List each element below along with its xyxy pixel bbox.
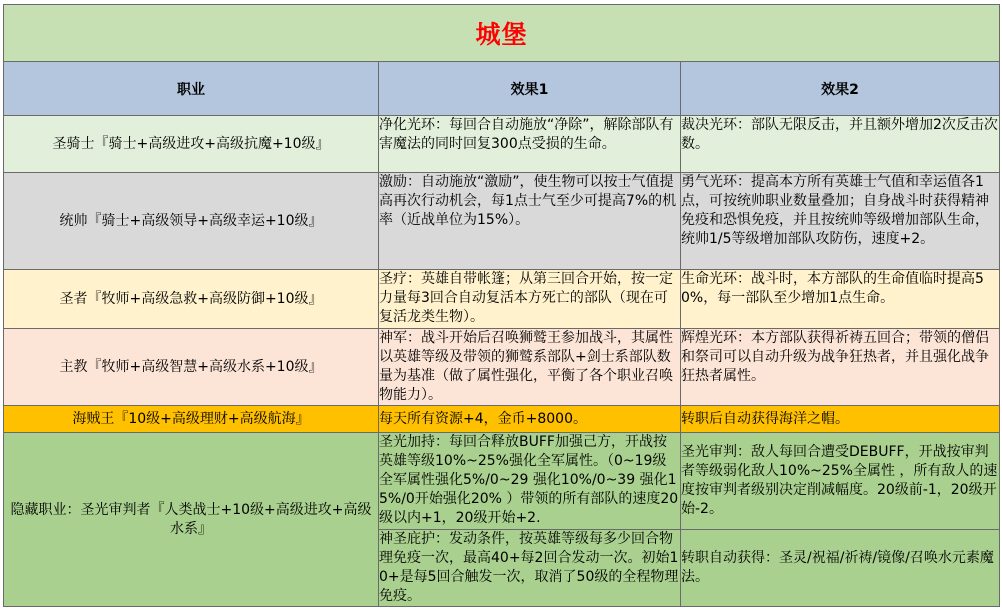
effect1-cell[interactable]: 每天所有资源+4，金币+8000。 bbox=[379, 406, 681, 433]
effect2-cell[interactable]: 生命光环：战斗时，本方部队的生命值临时提高50%，每一部队至少增加1点生命。 bbox=[681, 270, 1000, 329]
table-row bbox=[4, 270, 1000, 329]
table-title: 城堡 bbox=[475, 20, 528, 49]
table-row bbox=[4, 406, 1000, 433]
class-cell[interactable]: 圣者『牧师+高级急救+高级防御+10级』 bbox=[4, 270, 379, 329]
effect1-cell[interactable]: 激励：自动施放“激励”，使生物可以按士气值提高再次行动机会，每1点士气至少可提高7%的机率（近战单位为15%）。 bbox=[379, 173, 681, 270]
table-row bbox=[4, 173, 1000, 270]
effect2-cell[interactable]: 圣光审判：敌人每回合遭受DEBUFF，开战按审判者等级弱化敌人10%~25%全属性 ，所有敌人的速度按审判者级别决定削减幅度。20级前-1，20级开始-2。 bbox=[681, 433, 1000, 530]
effect2-cell[interactable]: 转职自动获得：圣灵/祝福/祈祷/镜像/召唤水元素魔法。 bbox=[681, 530, 1000, 607]
class-cell[interactable]: 统帅『骑士+高级领导+高级幸运+10级』 bbox=[4, 173, 379, 270]
effect2-cell[interactable]: 裁决光环：部队无限反击，并且额外增加2次反击次数。 bbox=[681, 116, 1000, 173]
table-row bbox=[4, 116, 1000, 173]
effect1-cell[interactable]: 神军：战斗开始后召唤狮鹫王参加战斗，其属性以英雄等级及带领的狮鹫系部队+剑士系部队数量为基准（做了属性强化，平衡了各个职业召唤物能力）。 bbox=[379, 329, 681, 406]
spreadsheet bbox=[0, 4, 1002, 609]
effect2-cell[interactable]: 辉煌光环：本方部队获得祈祷五回合；带领的僧侣和祭司可以自动升级为战争狂热者，并且强化战争狂热者属性。 bbox=[681, 329, 1000, 406]
class-cell[interactable]: 主教『牧师+高级智慧+高级水系+10级』 bbox=[4, 329, 379, 406]
table-row-hidden bbox=[4, 433, 1000, 530]
header-class[interactable]: 职业 bbox=[4, 62, 379, 116]
table-row bbox=[4, 329, 1000, 406]
hidden-class-cell[interactable]: 隐藏职业：圣光审判者『人类战士+10级+高级进攻+高级水系』 bbox=[4, 433, 379, 607]
castle-class-table bbox=[3, 4, 1000, 607]
effect1-cell[interactable]: 圣疗：英雄自带帐篷；从第三回合开始，按一定力量每3回合自动复活本方死亡的部队（现在可复活龙类生物）。 bbox=[379, 270, 681, 329]
effect2-cell[interactable]: 勇气光环：提高本方所有英雄士气值和幸运值各1点，可按统帅职业数量叠加；自身战斗时获得精神免疫和恐惧免疫，并且按统帅等级增加部队生命，统帅1/5等级增加部队攻防伤，速度+2。 bbox=[681, 173, 1000, 270]
title-cell[interactable] bbox=[4, 5, 1000, 62]
header-effect2[interactable]: 效果2 bbox=[681, 62, 1000, 116]
effect2-cell[interactable]: 转职后自动获得海洋之帽。 bbox=[681, 406, 1000, 433]
effect1-cell[interactable]: 圣光加持：每回合释放BUFF加强己方，开战按英雄等级10%~25%强化全军属性。（0~19级全军属性强化5%/0~29 强化10%/0~39 强化15%/0开始强化20% ）带领的所有部队的速度20级以内+1，20级开始+2. bbox=[379, 433, 681, 530]
effect1-cell[interactable]: 神圣庇护：发动条件，按英雄等级每多少回合物理免疫一次，最高40+每2回合发动一次。初始10+是每5回合触发一次，取消了50级的全程物理免疫。 bbox=[379, 530, 681, 607]
header-effect1[interactable]: 效果1 bbox=[379, 62, 681, 116]
effect1-cell[interactable]: 净化光环：每回合自动施放“净除”，解除部队有害魔法的同时回复300点受损的生命。 bbox=[379, 116, 681, 173]
class-cell[interactable]: 海贼王『10级+高级理财+高级航海』 bbox=[4, 406, 379, 433]
class-cell[interactable]: 圣骑士『骑士+高级进攻+高级抗魔+10级』 bbox=[4, 116, 379, 173]
